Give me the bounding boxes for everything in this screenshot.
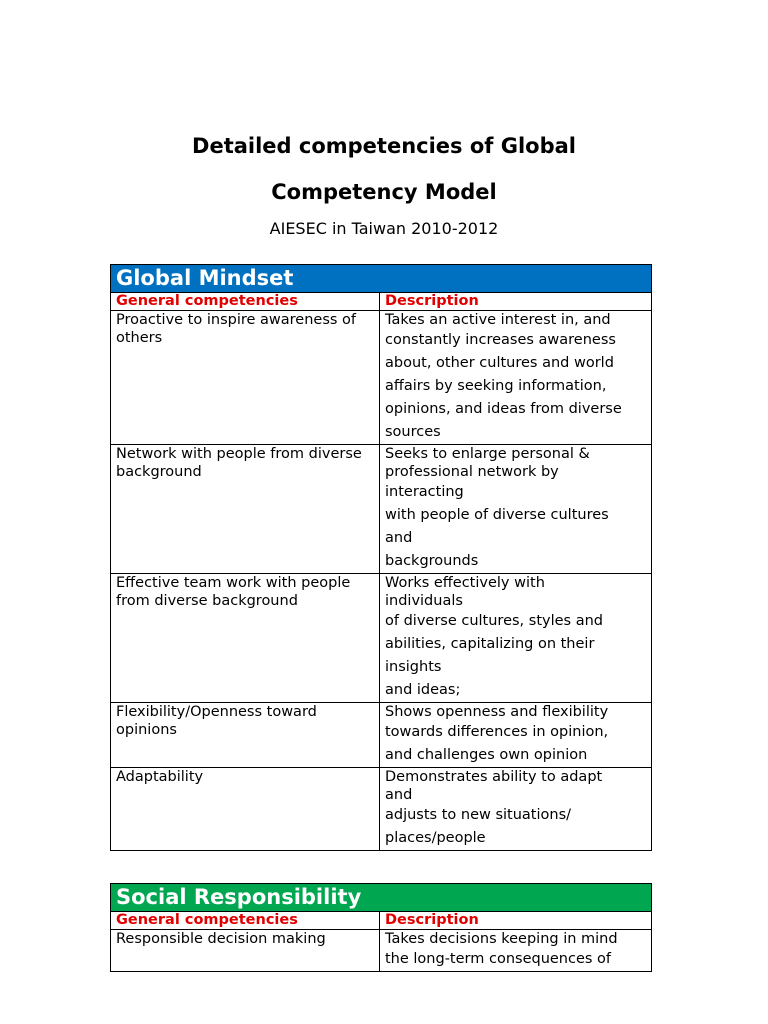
description-line: abilities, capitalizing on their	[385, 636, 595, 652]
description-line: about, other cultures and world	[385, 355, 614, 371]
description-line: Shows openness and flexibility	[385, 704, 609, 720]
description-line: Demonstrates ability to adapt	[385, 769, 603, 785]
document-title-line-1: Detailed competencies of Global	[192, 134, 576, 158]
competency-cell: Effective team work with people from diverse background	[111, 574, 380, 703]
description-line: interacting	[385, 484, 464, 500]
description-line: individuals	[385, 593, 463, 609]
description-line: constantly increases awareness	[385, 332, 616, 348]
description-cell	[380, 311, 652, 445]
description-line: places/people	[385, 830, 486, 846]
description-cell	[380, 574, 652, 703]
table-row	[111, 930, 652, 972]
description-line: Takes an active interest in, and	[385, 312, 611, 328]
description-line: of diverse cultures, styles and	[385, 613, 603, 629]
description-line: towards differences in opinion,	[385, 724, 609, 740]
competency-cell: Adaptability	[111, 768, 380, 851]
table-row	[111, 703, 652, 768]
document-subtitle: AIESEC in Taiwan 2010-2012	[269, 219, 499, 238]
competency-cell: Proactive to inspire awareness of others	[111, 311, 380, 445]
competency-cell: Responsible decision making	[111, 930, 380, 972]
description-line: insights	[385, 659, 442, 675]
description-cell	[380, 445, 652, 574]
competency-cell: Network with people from diverse background	[111, 445, 380, 574]
description-line: and	[385, 530, 413, 546]
description-cell	[380, 768, 652, 851]
description-line: Seeks to enlarge personal &	[385, 446, 590, 462]
description-line: adjusts to new situations/	[385, 807, 572, 823]
description-line: affairs by seeking information,	[385, 378, 607, 394]
description-line: Works effectively with	[385, 575, 545, 591]
table-row	[111, 768, 652, 851]
description-line: Takes decisions keeping in mind	[385, 931, 618, 947]
column-header-description: Description	[380, 293, 652, 311]
global-mindset-table	[110, 264, 652, 851]
description-line: and	[385, 787, 413, 803]
section-title-social-responsibility: Social Responsibility	[111, 884, 652, 912]
description-line: and challenges own opinion	[385, 747, 588, 763]
description-cell	[380, 703, 652, 768]
table-row	[111, 311, 652, 445]
description-line: sources	[385, 424, 441, 440]
section-title-global-mindset: Global Mindset	[111, 265, 652, 293]
table-row	[111, 445, 652, 574]
description-cell	[380, 930, 652, 972]
social-responsibility-table	[110, 883, 652, 972]
description-line: backgrounds	[385, 553, 479, 569]
description-line: opinions, and ideas from diverse	[385, 401, 622, 417]
table-row	[111, 574, 652, 703]
column-header-description: Description	[380, 912, 652, 930]
column-header-competencies: General competencies	[111, 912, 380, 930]
description-line: the long-term consequences of	[385, 951, 612, 967]
column-header-competencies: General competencies	[111, 293, 380, 311]
description-line: and ideas;	[385, 682, 461, 698]
description-line: professional network by	[385, 464, 559, 480]
competency-cell: Flexibility/Openness toward opinions	[111, 703, 380, 768]
description-line: with people of diverse cultures	[385, 507, 609, 523]
document-title-line-2: Competency Model	[271, 180, 497, 204]
